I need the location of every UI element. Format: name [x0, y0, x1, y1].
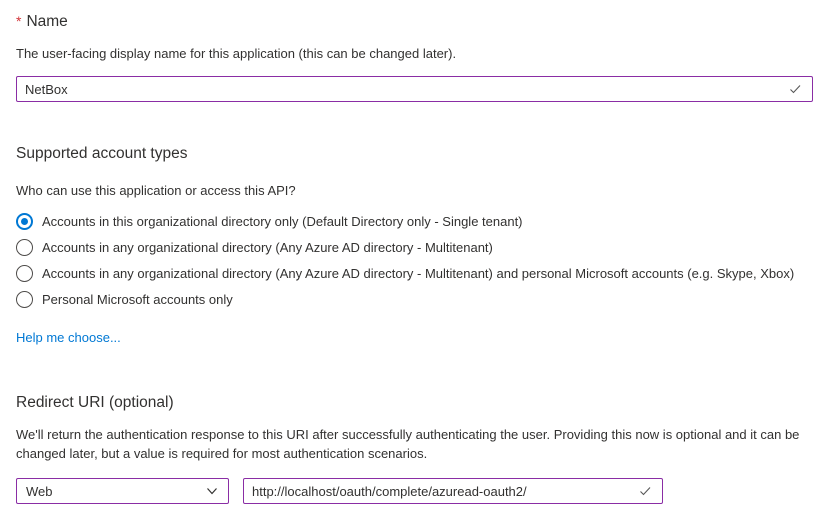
radio-button[interactable] [16, 213, 33, 230]
platform-dropdown[interactable] [16, 478, 229, 504]
radio-button[interactable] [16, 291, 33, 308]
redirect-uri-input[interactable] [244, 484, 637, 499]
chevron-down-icon [205, 484, 219, 498]
redirect-uri-title: Redirect URI (optional) [16, 394, 174, 411]
help-me-choose-link[interactable]: Help me choose... [16, 330, 121, 345]
name-description: The user-facing display name for this application (this can be changed later). [16, 46, 457, 61]
name-input[interactable] [17, 82, 787, 97]
radio-option-multitenant[interactable] [16, 234, 813, 260]
radio-button[interactable] [16, 239, 33, 256]
account-types-radio-group [16, 208, 813, 312]
radio-option-personal-only[interactable] [16, 286, 813, 312]
redirect-uri-controls [16, 478, 813, 504]
account-types-title: Supported account types [16, 145, 188, 162]
redirect-uri-input-field[interactable] [243, 478, 663, 504]
radio-option-label: Accounts in this organizational directory only (Default Directory only - Single tenant) [42, 213, 523, 229]
radio-option-single-tenant[interactable] [16, 208, 813, 234]
required-asterisk: * [16, 13, 22, 29]
radio-option-multitenant-personal[interactable] [16, 260, 813, 286]
checkmark-icon [787, 81, 803, 97]
radio-option-label: Personal Microsoft accounts only [42, 291, 233, 307]
name-input-field[interactable] [16, 76, 813, 102]
name-label: Name [26, 13, 68, 30]
radio-option-label: Accounts in any organizational directory (Any Azure AD directory - Multitenant) and personal Microsoft accounts (e.g. Skype, Xbox) [42, 265, 795, 281]
checkmark-icon [637, 483, 653, 499]
radio-button[interactable] [16, 265, 33, 282]
platform-dropdown-value: Web [26, 483, 53, 499]
redirect-uri-description: We'll return the authentication response to this URI after successfully authenticating the user. Providing this now is optional and it can be changed later, but a value is required for most authentication scenarios. [16, 427, 800, 461]
account-types-question: Who can use this application or access this API? [16, 183, 296, 198]
radio-option-label: Accounts in any organizational directory (Any Azure AD directory - Multitenant) [42, 239, 493, 255]
name-section-title [16, 0, 813, 32]
